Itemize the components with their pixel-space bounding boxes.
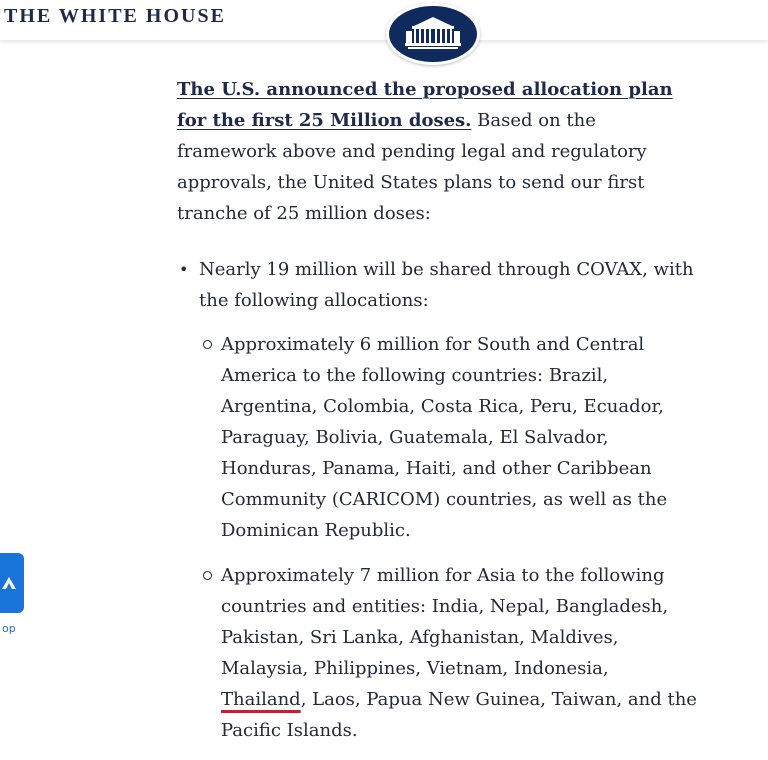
white-house-seal-logo[interactable] [386, 3, 480, 65]
covax-sub-list [199, 329, 697, 746]
allocation-list [177, 254, 697, 746]
back-to-top-button[interactable] [0, 553, 24, 613]
allocation-plan-link[interactable]: The U.S. announced the proposed allocation plan for the first 25 Million doses. [177, 79, 673, 131]
americas-allocation-text: Approximately 6 million for South and Central America to the following countries: Brazil, Argentina, Colombia, Costa Rica, Peru, Ecuador, Paraguay, Bolivia, Guatemala, El Salvador, Honduras, Panama, Haiti, and other Caribbean Community (CARICOM) countries, as well as the Dominican Republic. [221, 334, 668, 541]
thailand-highlight: Thailand [221, 689, 301, 710]
asia-allocation-text-end: , Laos, Papua New Guinea, Taiwan, and the Pacific Islands. [221, 689, 697, 741]
list-item [177, 254, 697, 746]
chevron-up-icon [2, 577, 16, 589]
lead-paragraph-text: Based on the framework above and pending legal and regulatory approvals, the United States plans to send our first tranche of 25 million doses: [177, 110, 647, 224]
article-body [177, 74, 697, 760]
lead-paragraph [177, 74, 697, 229]
back-to-top-label[interactable]: op [2, 622, 16, 635]
covax-bullet-text: Nearly 19 million will be shared through COVAX, with the following allocations: [199, 259, 694, 311]
white-house-building-icon [402, 14, 464, 54]
list-item [199, 560, 697, 746]
site-name-link[interactable]: THE WHITE HOUSE [4, 5, 226, 27]
site-header [0, 0, 768, 40]
asia-allocation-text: Approximately 7 million for Asia to the following countries and entities: India, Nepal, Bangladesh, Pakistan, Sri Lanka, Afghanistan, Maldives, Malaysia, Philippines, Vietnam, Indonesia, [221, 565, 669, 679]
list-item [199, 329, 697, 546]
